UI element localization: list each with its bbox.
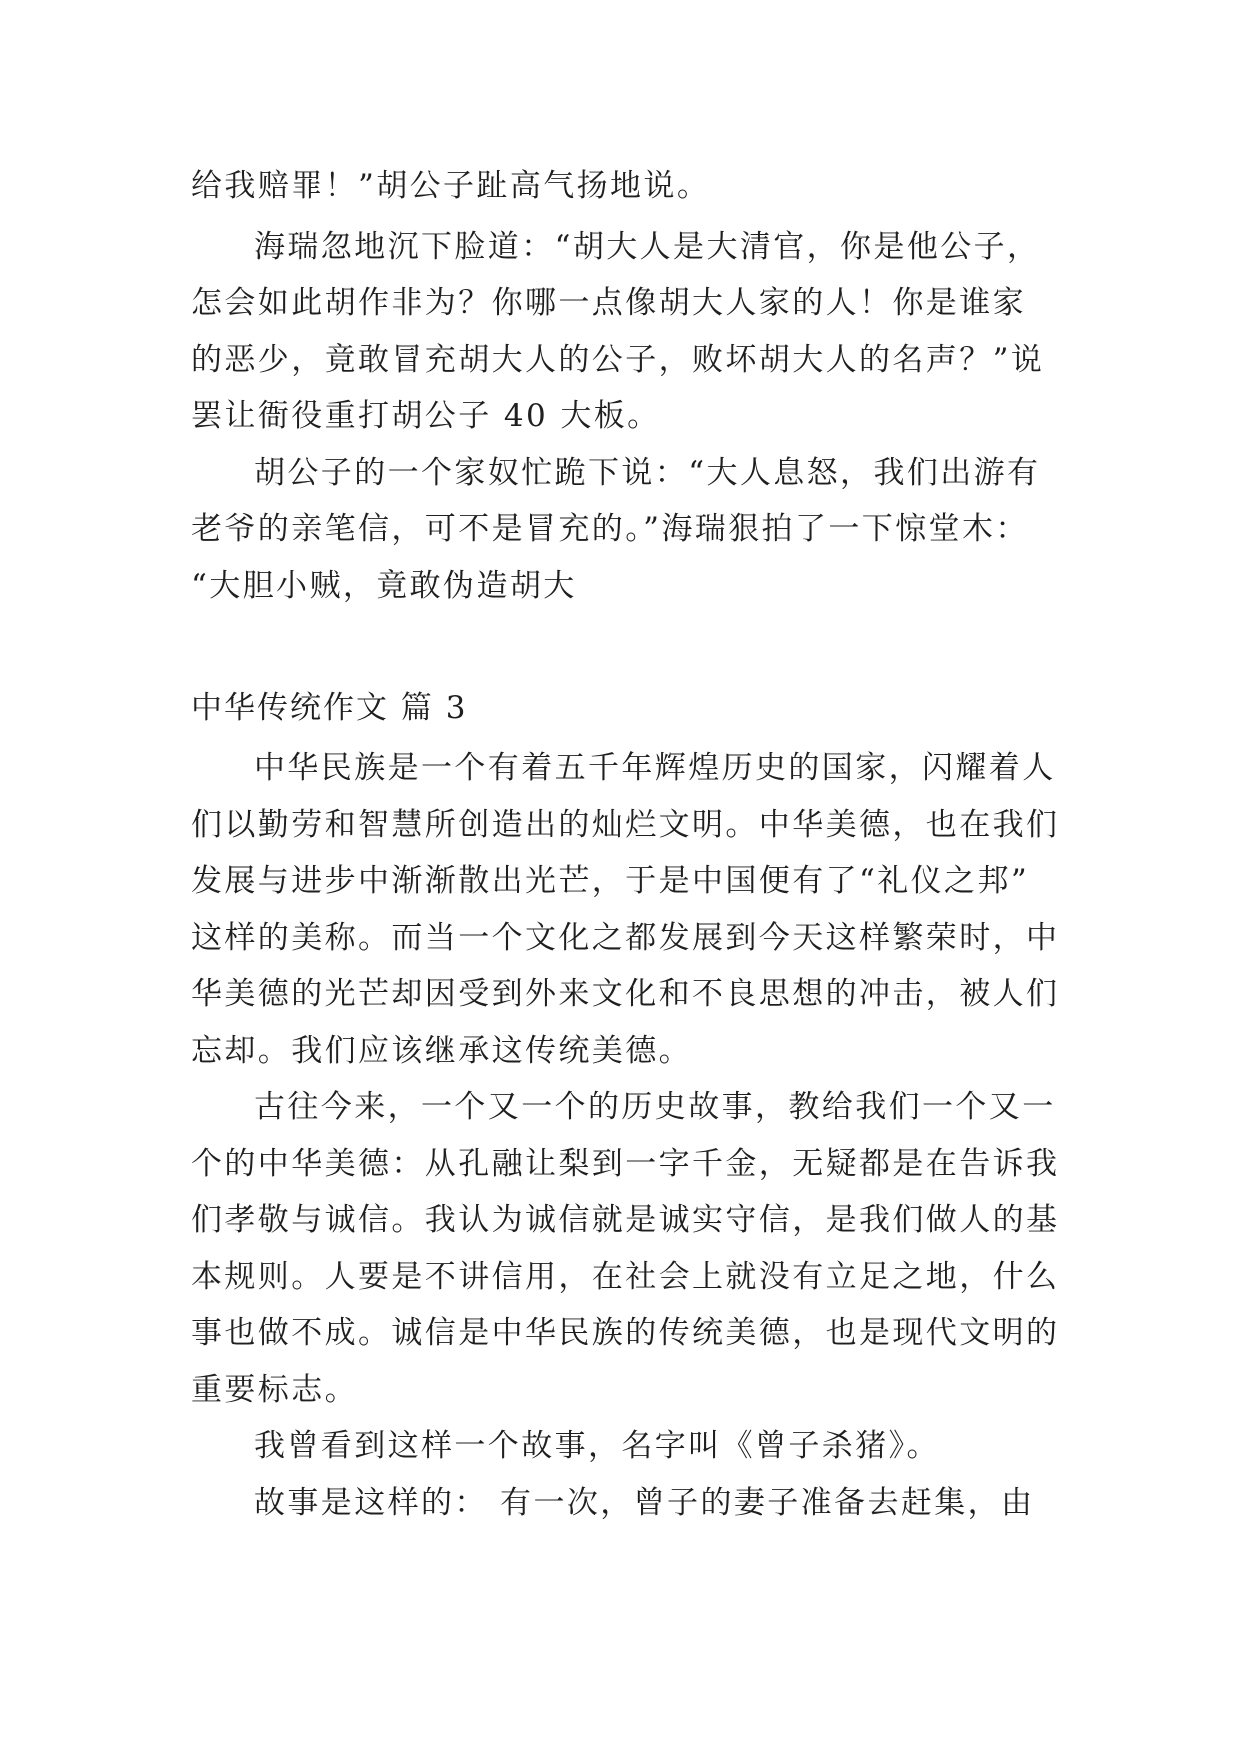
section-heading: 中华传统作文 篇 3: [191, 690, 468, 726]
text-line-19: 事也做不成。诚信是中华民族的传统美德，也是现代文明的: [191, 1315, 1060, 1351]
text-line-14: 忘却。我们应该继承这传统美德。: [191, 1033, 692, 1069]
text-line-17: 们孝敬与诚信。我认为诚信就是诚实守信，是我们做人的基: [191, 1202, 1060, 1238]
text-line-2: 海瑞忽地沉下脸道：“胡大人是大清官，你是他公子，: [254, 229, 1041, 265]
text-line-7: 老爷的亲笔信，可不是冒充的。”海瑞狠拍了一下惊堂木：: [191, 511, 1029, 547]
text-line-13: 华美德的光芒却因受到外来文化和不良思想的冲击，被人们: [191, 976, 1060, 1012]
text-line-15: 古往今来，一个又一个的历史故事，教给我们一个又一: [254, 1089, 1056, 1125]
text-line-11: 发展与进步中渐渐散出光芒，于是中国便有了“礼仪之邦”: [191, 863, 1030, 899]
text-line-10: 们以勤劳和智慧所创造出的灿烂文明。中华美德，也在我们: [191, 807, 1060, 843]
text-line-9: 中华民族是一个有着五千年辉煌历史的国家，闪耀着人: [254, 750, 1056, 786]
text-line-8: “大胆小贼，竟敢伪造胡大: [191, 568, 577, 604]
text-line-16: 个的中华美德：从孔融让梨到一字千金，无疑都是在告诉我: [191, 1146, 1060, 1182]
text-line-22: 故事是这样的： 有一次，曾子的妻子准备去赶集，由: [254, 1485, 1035, 1521]
text-line-18: 本规则。人要是不讲信用，在社会上就没有立足之地，什么: [191, 1259, 1060, 1295]
text-line-12: 这样的美称。而当一个文化之都发展到今天这样繁荣时，中: [191, 920, 1060, 956]
text-line-21: 我曾看到这样一个故事，名字叫《曾子杀猪》。: [254, 1428, 940, 1464]
text-line-20: 重要标志。: [191, 1372, 358, 1408]
text-line-4: 的恶少，竟敢冒充胡大人的公子，败坏胡大人的名声？”说: [191, 342, 1045, 378]
text-line-6: 胡公子的一个家奴忙跪下说：“大人息怒，我们出游有: [254, 455, 1041, 491]
text-line-1: 给我赔罪！”胡公子趾高气扬地说。: [191, 168, 711, 204]
text-line-5: 罢让衙役重打胡公子 40 大板。: [191, 398, 661, 434]
text-line-3: 怎会如此胡作非为？你哪一点像胡大人家的人！你是谁家: [191, 285, 1026, 321]
